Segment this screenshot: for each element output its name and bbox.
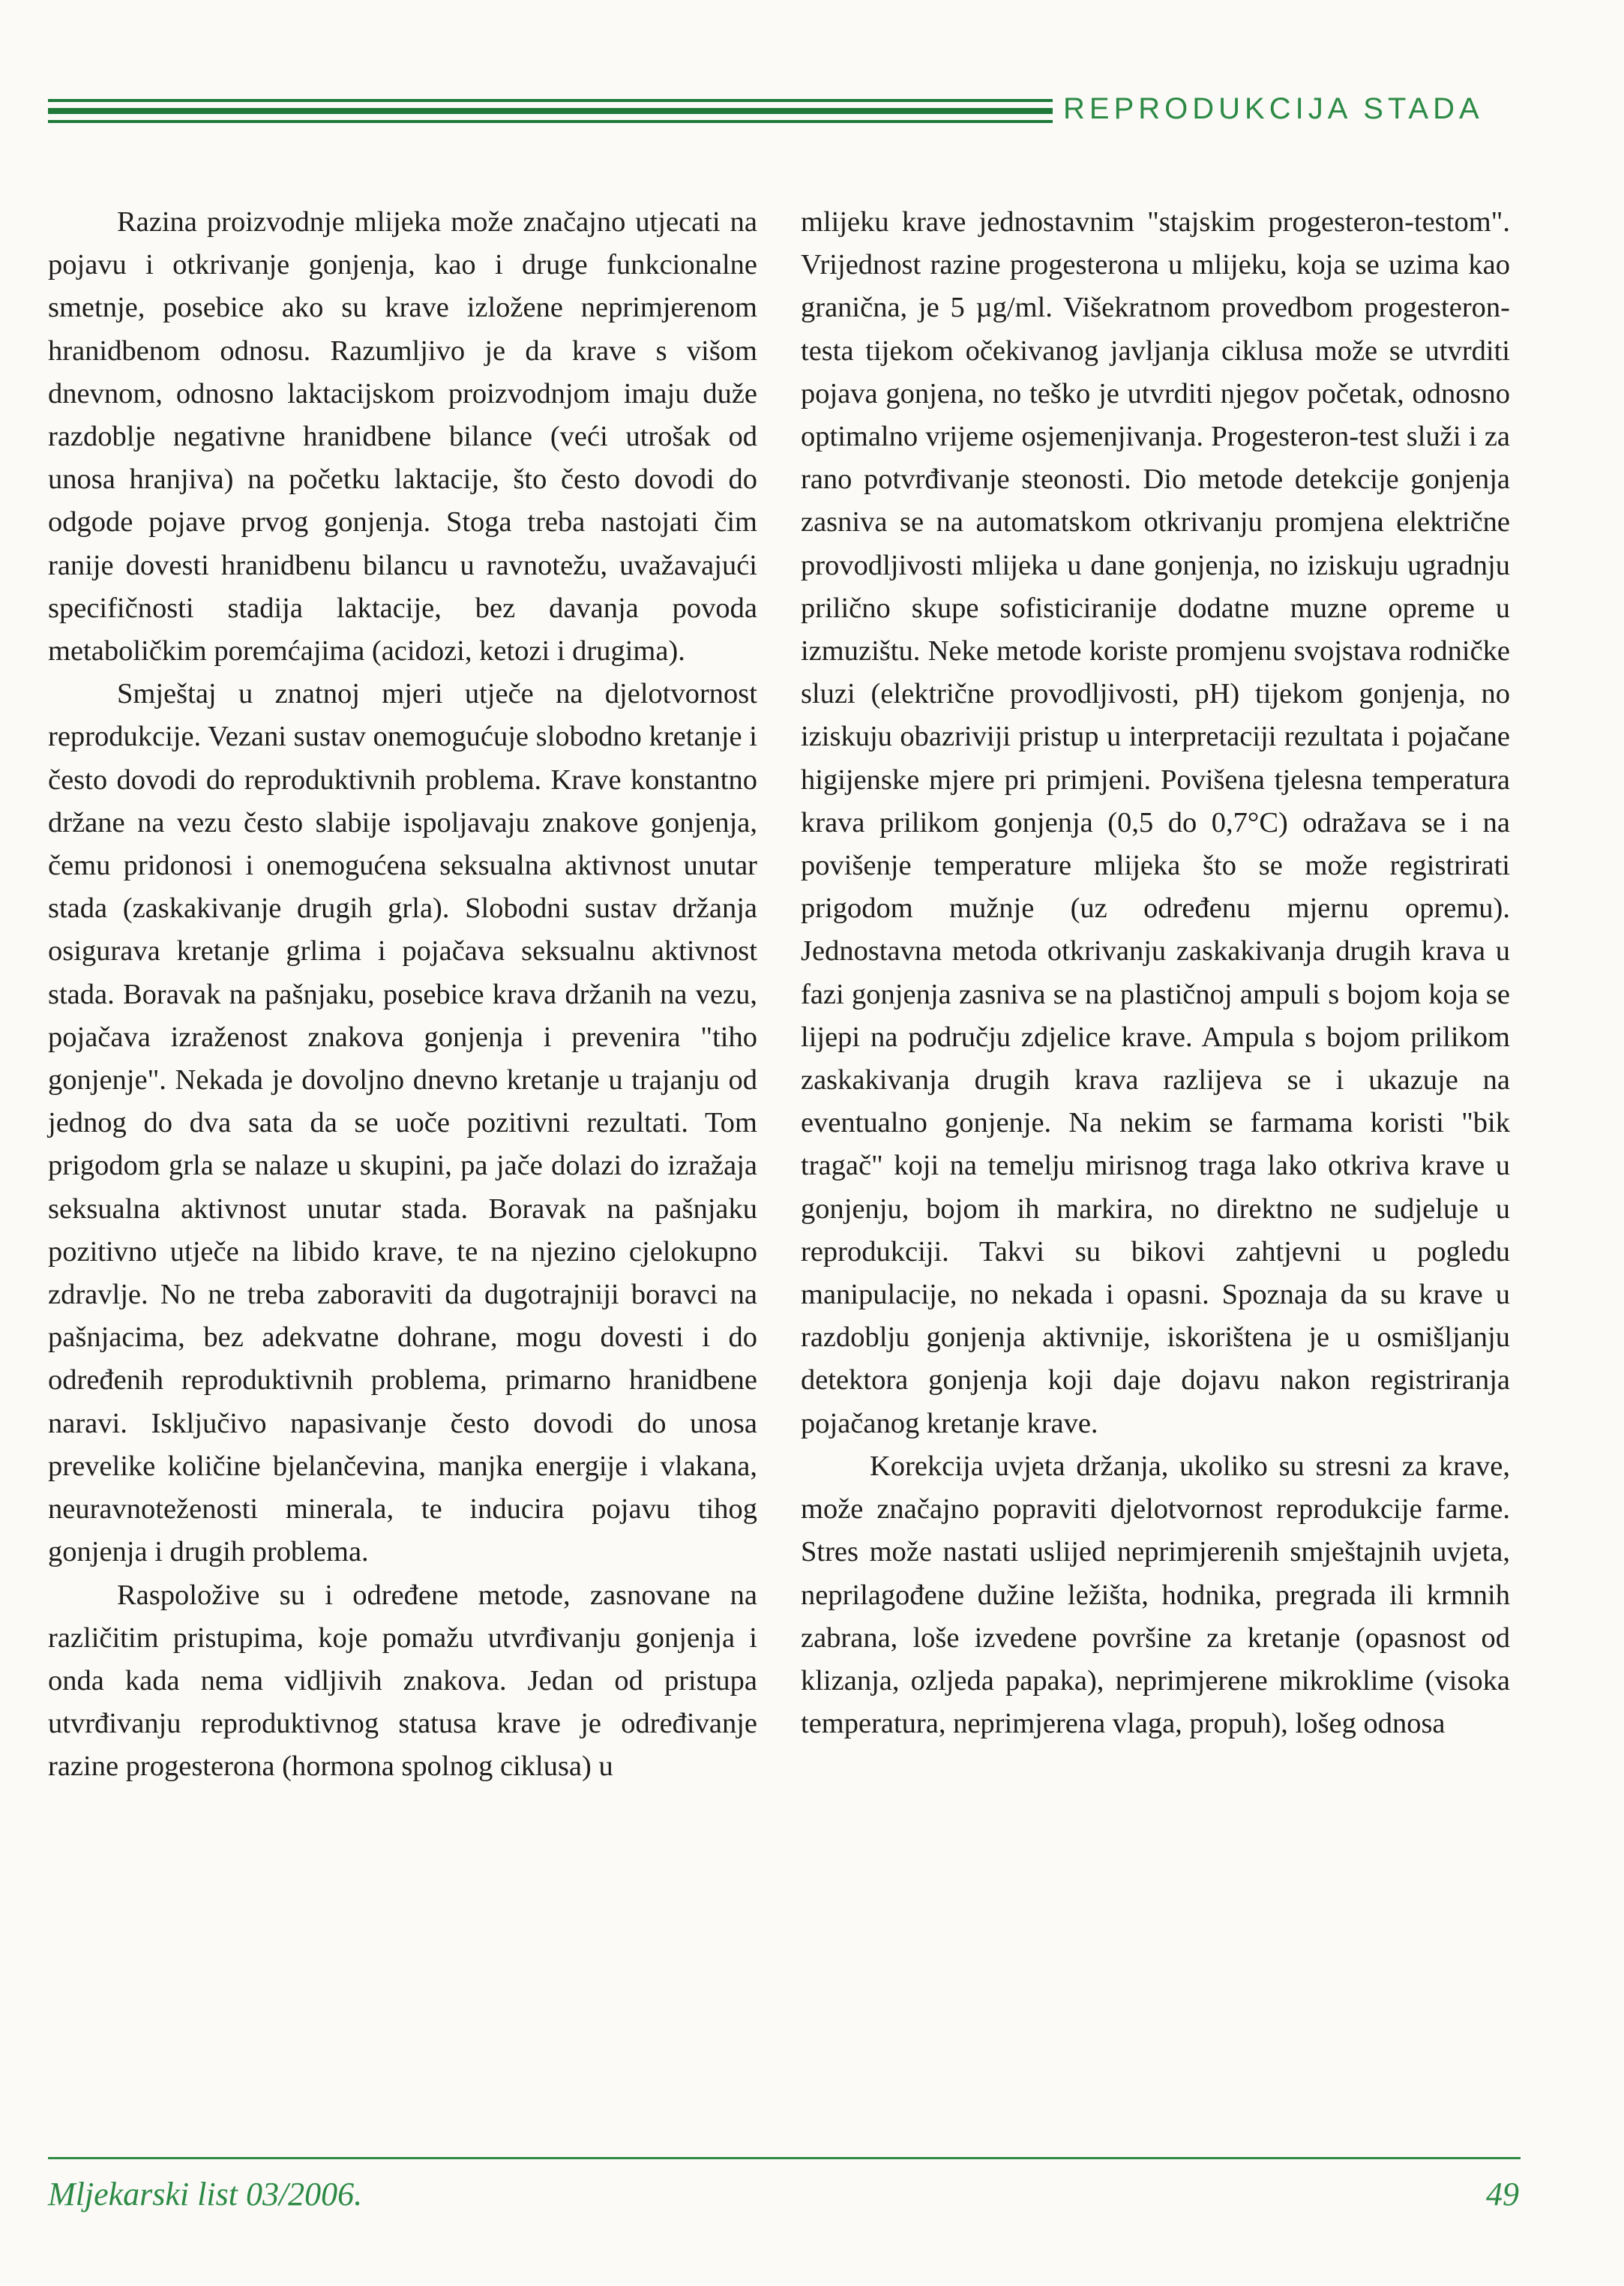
publication-title: Mljekarski list 03/2006. [48,2176,363,2212]
left-column [48,201,757,1789]
left-paragraph-3: Raspoložive su i određene metode, zasnovane na različitim pristupima, koje pomažu utvrđivanju gonjenja i onda kada nema vidljivih znakova. Jedan od pristupa utvrđivanju reproduktivnog statusa krave je određivanje razine progesterona (hormona spolnog ciklusa) u [48,1579,757,1783]
section-title: REPRODUKCIJA STADA [1063,92,1484,125]
page-number: 49 [1486,2176,1519,2212]
header-rule-middle [48,108,1053,114]
footer-rule [48,2157,1521,2159]
right-paragraph-1: mlijeku krave jednostavnim "stajskim progesteron-testom". Vrijednost razine progesterona u mlijeku, koja se uzima kao granična, je 5 µg/ml. Višekratnom provedbom progesteron-testa tijekom očekivanog javljanja ciklusa može se utvrditi pojava gonjena, no teško je utvrditi njegov početak, odnosno optimalno vrijeme osjemenjivanja. Progesteron-test služi i za rano potvrđivanje steonosti. Dio metode detekcije gonjenja zasniva se na automatskom otkrivanju promjena električne provodljivosti mlijeka u dane gonjenja, no iziskuju ugradnju prilično skupe sofisticiranije dodatne muzne opreme u izmuzištu. Neke metode koriste promjenu svojstava rodničke sluzi (električne provodljivosti, pH) tijekom gonjenja, no iziskuju obazriviji pristup u interpretaciji rezultata i pojačane higijenske mjere pri primjeni. Povišena tjelesna temperatura krava prilikom gonjenja (0,5 do 0,7°C) odražava se i na povišenje temperature mlijeka što se može registrirati prigodom mužnje (uz određenu mjernu opremu). Jednostavna metoda otkrivanju zaskakivanja drugih krava u fazi gonjenja zasniva se na plastičnoj ampuli s bojom koja se lijepi na području zdjelice krave. Ampula s bojom prilikom zaskakivanja drugih krava razlijeva se i ukazuje na eventualno gonjenje. Na nekim se farmama koristi "bik tragač" koji na temelju mirisnog traga lako otkriva krave u gonjenju, bojom ih markira, no direktno ne sudjeluje u reprodukciji. Takvi su bikovi zahtjevni u pogledu manipulacije, no nekada i opasni. Spoznaja da su krave u razdoblju gonjenja aktivnije, iskorištena je u osmišljanju detektora gonjenja koji daje dojavu nakon registriranja pojačanog kretanje krave. [801,206,1510,1439]
right-paragraph-2: Korekcija uvjeta držanja, ukoliko su stresni za krave, može značajno popraviti djelotvornost reprodukcije farme. Stres može nastati uslijed neprimjerenih smještajnih uvjeta, neprilagođene dužine ležišta, hodnika, pregrada ili krmnih zabrana, loše izvedene površine za kretanje (opasnost od klizanja, ozljeda papaka), neprimjerene mikroklime (visoka temperatura, neprimjerena vlaga, propuh), lošeg odnosa [801,1450,1510,1740]
header-rule-top [48,99,1053,102]
left-paragraph-2: Smještaj u znatnoj mjeri utječe na djelotvornost reprodukcije. Vezani sustav onemogućuje slobodno kretanje i često dovodi do reproduktivnih problema. Krave konstantno držane na vezu često slabije ispoljavaju znakove gonjenja, čemu pridonosi i onemogućena seksualna aktivnost unutar stada (zaskakivanje drugih grla). Slobodni sustav držanja osigurava kretanje grlima i pojačava seksualnu aktivnost stada. Boravak na pašnjaku, posebice krava držanih na vezu, pojačava izraženost znakova gonjenja i prevenira "tiho gonjenje". Nekada je dovoljno dnevno kretanje u trajanju od jednog do dva sata da se uoče pozitivni rezultati. Tom prigodom grla se nalaze u skupini, pa jače dolazi do izražaja seksualna aktivnost unutar stada. Boravak na pašnjaku pozitivno utječe na libido krave, te na njezino cjelokupno zdravlje. No ne treba zaboraviti da dugotrajniji boravci na pašnjacima, bez adekvatne dohrane, mogu dovesti i do određenih reproduktivnih problema, primarno hranidbene naravi. Isključivo napasivanje često dovodi do unosa prevelike količine bjelančevina, manjka energije i vlakana, neuravnoteženosti minerala, te inducira pojavu tihog gonjenja i drugih problema. [48,678,757,1568]
left-paragraph-1: Razina proizvodnje mlijeka može značajno utjecati na pojavu i otkrivanje gonjenja, kao i druge funkcionalne smetnje, posebice ako su krave izložene neprimjerenom hranidbenom odnosu. Razumljivo je da krave s višom dnevnom, odnosno laktacijskom proizvodnjom imaju duže razdoblje negativne hranidbene bilance (veći utrošak od unosa hranjiva) na početku laktacije, što često dovodi do odgode pojave prvog gonjenja. Stoga treba nastojati čim ranije dovesti hranidbenu bilancu u ravnotežu, uvažavajući specifičnosti stadija laktacije, bez davanja povoda metaboličkim poremćajima (acidozi, ketozi i drugima). [48,206,757,668]
right-column [801,201,1510,1745]
header-rule-bottom [48,120,1053,123]
